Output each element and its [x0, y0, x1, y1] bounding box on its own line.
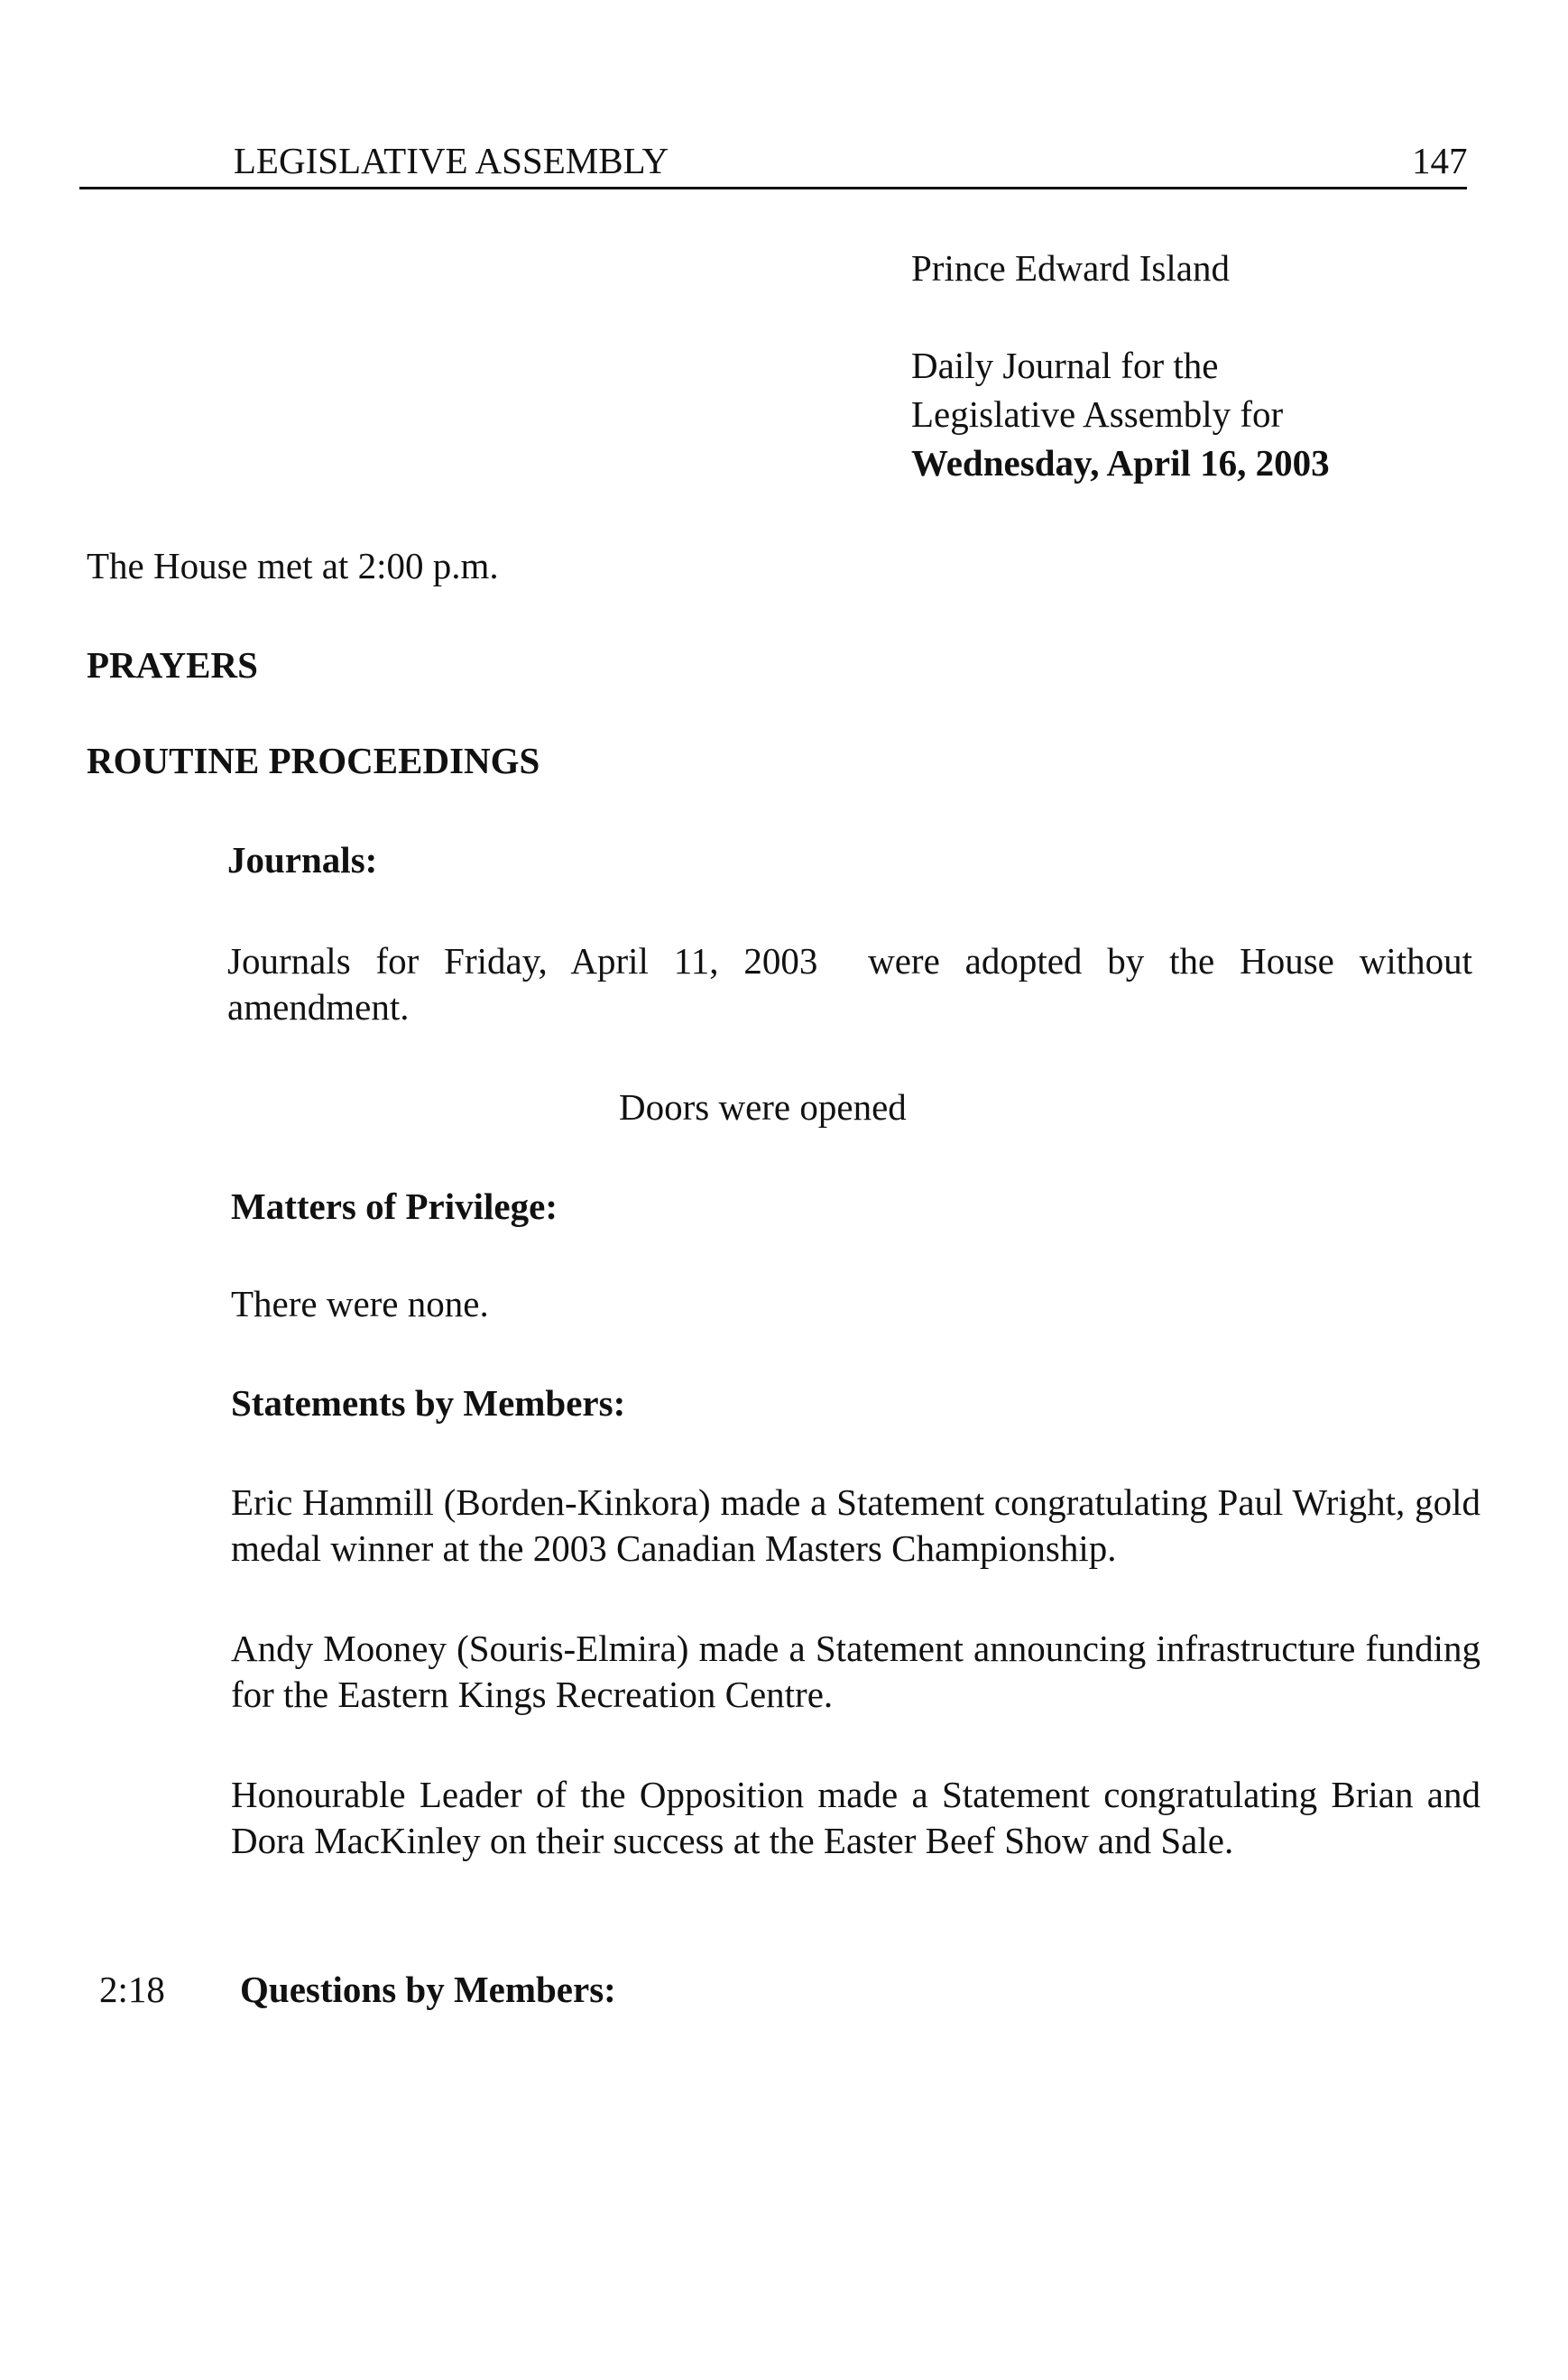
questions-heading: Questions by Members:: [240, 1969, 616, 2010]
privilege-heading: Matters of Privilege:: [231, 1185, 558, 1227]
house-met-line: The House met at 2:00 p.m.: [87, 545, 499, 586]
prayers-heading: PRAYERS: [87, 644, 258, 686]
statements-heading: Statements by Members:: [231, 1382, 626, 1424]
privilege-text: There were none.: [231, 1283, 489, 1324]
running-header-title: LEGISLATIVE ASSEMBLY: [233, 140, 669, 181]
doors-opened-line: Doors were opened: [619, 1086, 907, 1128]
statement-item: Eric Hammill (Borden-Kinkora) made a Statement congratulating Paul Wright, gold medal winner at the 2003 Canadian Masters Championship.: [231, 1481, 1480, 1569]
journals-text: Journals for Friday, April 11, 2003 were adopted by the House without amendment.: [227, 940, 1482, 1028]
province-name: Prince Edward Island: [911, 247, 1230, 289]
routine-proceedings-heading: ROUTINE PROCEEDINGS: [87, 740, 540, 781]
journal-line-2: Legislative Assembly for: [911, 393, 1284, 435]
journal-date: Wednesday, April 16, 2003: [911, 442, 1330, 484]
journals-heading: Journals:: [227, 839, 378, 881]
statement-item: Honourable Leader of the Opposition made a Statement congratulating Brian and Dora MacKinley on their success at the Easter Beef Show and Sale.: [231, 1774, 1480, 1861]
header-rule: [79, 187, 1467, 189]
journal-line-1: Daily Journal for the: [911, 345, 1219, 386]
questions-time-marker: 2:18: [99, 1969, 165, 2010]
page-number: 147: [1412, 140, 1468, 181]
statement-item: Andy Mooney (Souris-Elmira) made a Statement announcing infrastructure funding for the Eastern Kings Recreation Centre.: [231, 1628, 1480, 1715]
